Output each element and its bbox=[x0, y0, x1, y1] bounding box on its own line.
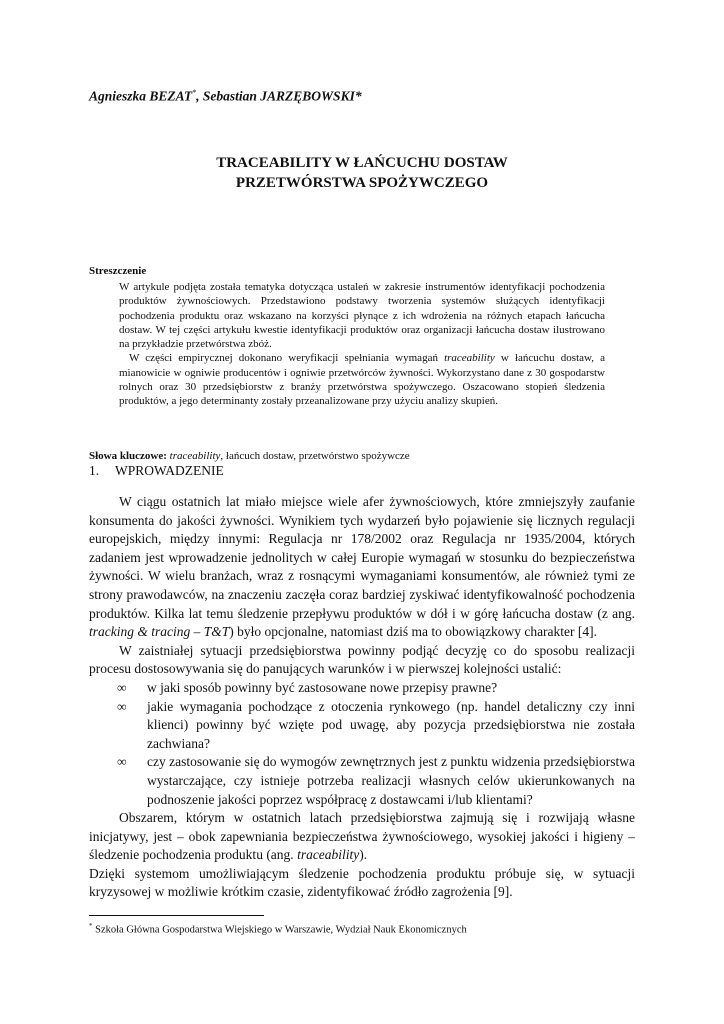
paper-title bbox=[89, 153, 635, 193]
author-1: Agnieszka BEZAT bbox=[89, 88, 193, 104]
body-text bbox=[89, 493, 635, 902]
authors bbox=[89, 88, 362, 105]
author-1-footnote-mark: * bbox=[192, 88, 197, 97]
list-item-text: w jaki sposób powinny być zastosowane nowe przepisy prawne? bbox=[147, 679, 498, 695]
author-separator: , bbox=[196, 88, 203, 104]
body-p1-text-a: W ciągu ostatnich lat miało miejsce wiele afer żywnościowych, które zmniejszyły zaufanie konsumenta do jakości żywności. Wynikiem tych wydarzeń było pojawienie się licznych regulacji europejskich, między innymi: Regulacja nr 178/2002 oraz Regulacja nr 1935/2004, których zadaniem jest wprowadzenie jednolitych w całej Europie wymagań w stosunku do bezpieczeństwa żywności. W wielu branżach, wraz z rosnącymi wymaganiami konsumentów, ale również tymi ze strony prawodawców, na znaczeniu zaczęła coraz bardziej zyskiwać identyfikowalność pochodzenia produktów. Kilka lat temu śledzenie przepływu produktów w dół i w górę łańcucha dostaw (z ang. bbox=[89, 494, 635, 621]
abstract-p2-text-b: w łańcuchu dostaw, a mianowicie w ogniwie producentów i ogniwie przetwórców żywności. Wykorzystano dane z 30 gospodarstw rolnych oraz 30 przedsiębiorstw z branży przetwórstwa spożywczego. Oszacowano stopień śledzenia produktów, a jego determinanty zostały przeanalizowane przy użyciu analizy skupień. bbox=[119, 352, 605, 408]
list-item bbox=[89, 753, 635, 809]
body-p3-text-a: Obszarem, którym w ostatnich latach przedsiębiorstwa zajmują się i rozwijają własne inicjatywy, jest – obok zapewniania bezpieczeństwa żywnościowego, wysokiej jakości i higieny – śledzenie pochodzenia produktu (ang. bbox=[89, 810, 635, 863]
infinity-bullet-icon: ∞ bbox=[117, 754, 127, 770]
body-p1-emphasis: tracking & tracing – T&T bbox=[89, 624, 230, 640]
abstract-paragraph-2 bbox=[119, 351, 605, 408]
abstract-p2-text-a: W części empirycznej dokonano weryfikacji spełniania wymagań bbox=[129, 352, 445, 365]
body-p1-text-b: ) było opcjonalne, natomiast dziś ma to obowiązkowy charakter [4]. bbox=[229, 624, 598, 640]
body-p3-text-b: ). bbox=[359, 847, 368, 863]
list-item bbox=[89, 698, 635, 754]
footnote-text: Szkoła Główna Gospodarstwa Wiejskiego w Warszawie, Wydział Nauk Ekonomicznych bbox=[92, 924, 467, 936]
infinity-bullet-icon: ∞ bbox=[117, 679, 127, 695]
abstract-paragraph-1: W artykule podjęta została tematyka dotycząca ustaleń w zakresie instrumentów identyfikacji pochodzenia produktów żywnościowych. Przedstawiono podstawy tworzenia systemów służących identyfikacji pochodzenia produktu oraz wskazano na korzyści płynące z ich wdrożenia na różnych etapach łańcucha dostaw. W tej części artykułu kwestie identyfikacji produktów oraz organizacji łańcucha dostaw ilustrowano na przykładzie przetwórstwa zbóż. bbox=[119, 281, 605, 351]
list-item bbox=[89, 679, 635, 698]
keywords-emphasis: traceability bbox=[169, 450, 221, 462]
title-line-1: TRACEABILITY W ŁAŃCUCHU DOSTAW bbox=[216, 155, 508, 171]
list-item-text: jakie wymagania pochodzące z otoczenia rynkowego (np. handel detaliczny czy inni klienci) powinny być wzięte pod uwagę, aby pozycja przedsiębiorstwa nie została zachwiana? bbox=[147, 698, 635, 751]
keywords-rest: , łańcuch dostaw, przetwórstwo spożywcze bbox=[220, 450, 410, 462]
keywords-label: Słowa kluczowe: bbox=[89, 450, 167, 462]
keywords bbox=[89, 450, 410, 462]
body-paragraph-1 bbox=[89, 493, 635, 642]
footnote-mark: * bbox=[89, 922, 93, 930]
abstract-heading: Streszczenie bbox=[89, 265, 147, 277]
section-number: 1. bbox=[89, 463, 100, 478]
infinity-bullet-icon: ∞ bbox=[117, 698, 127, 714]
author-2: Sebastian JARZĘBOWSKI* bbox=[202, 88, 362, 104]
abstract-p2-emphasis: traceability bbox=[444, 352, 495, 365]
section-heading bbox=[89, 463, 224, 479]
title-line-2: PRZETWÓRSTWA SPOŻYWCZEGO bbox=[235, 175, 489, 191]
question-list bbox=[89, 679, 635, 809]
body-p3-emphasis: traceability bbox=[297, 847, 360, 863]
body-paragraph-4: Dzięki systemom umożliwiającym śledzenie pochodzenia produktu próbuje się, w sytuacji kryzysowej w możliwie krótkim czasie, zidentyfikować źródło zagrożenia [9]. bbox=[89, 865, 635, 900]
list-item-text: czy zastosowanie się do wymogów zewnętrznych jest z punktu widzenia przedsiębiorstwa wystarczające, czy istnieje potrzeba realizacji własnych celów ukierunkowanych na podnoszenie jakości poprzez współpracę z dostawcami i/lub klientami? bbox=[147, 754, 635, 807]
abstract bbox=[119, 280, 605, 409]
footnote-divider bbox=[89, 915, 264, 916]
footnote bbox=[89, 922, 467, 936]
section-title: WPROWADZENIE bbox=[115, 463, 224, 478]
body-paragraph-3 bbox=[89, 809, 635, 865]
body-paragraph-2: W zaistniałej sytuacji przedsiębiorstwa powinny podjąć decyzję co do sposobu realizacji procesu dostosowywania się do panujących warunków i w pierwszej kolejności ustalić: bbox=[89, 642, 635, 677]
